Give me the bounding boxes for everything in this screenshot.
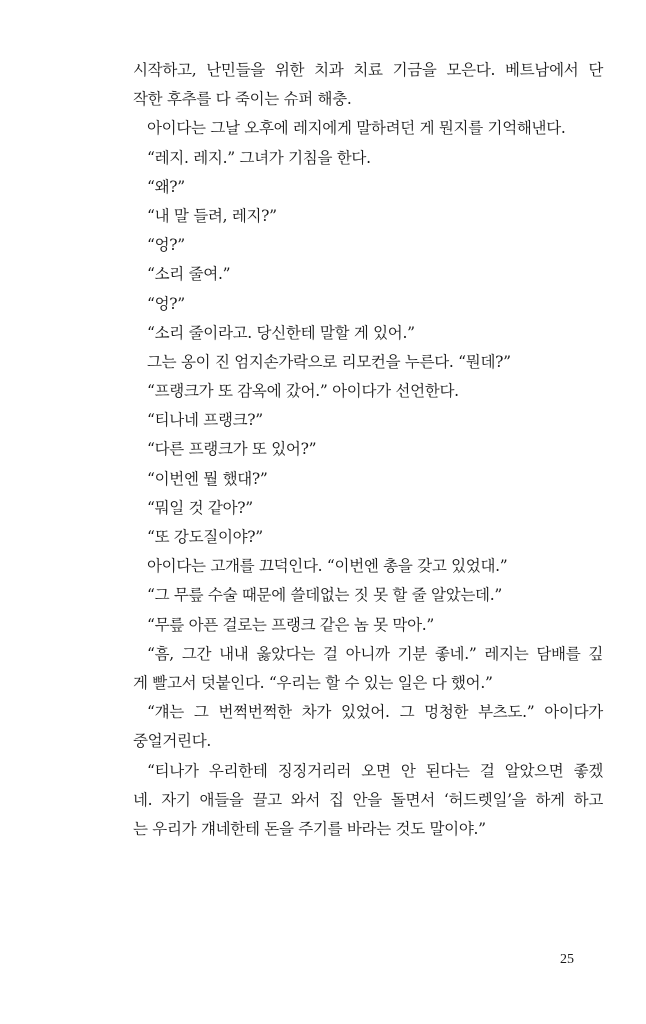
text-line-19: “그 무릎 수술 때문에 쓸데없는 짓 못 할 줄 알았는데.” xyxy=(147,586,502,605)
text-line-1: 시작하고, 난민들을 위한 치과 치료 기금을 모은다. 베트남에서 단 xyxy=(133,61,603,79)
text-line-27: 는 우리가 걔네한테 돈을 주기를 바라는 것도 말이야.” xyxy=(133,819,486,838)
text-line-18: 아이다는 고개를 끄덕인다. “이번엔 총을 갖고 있었대.” xyxy=(147,557,508,576)
text-line-26: 네. 자기 애들을 끌고 와서 집 안을 돌면서 ‘허드렛일’을 하게 하고 xyxy=(133,790,603,809)
text-line-9: “엉?” xyxy=(147,294,185,313)
text-line-12: “프랭크가 또 감옥에 갔어.” 아이다가 선언한다. xyxy=(147,382,459,401)
text-line-14: “다른 프랭크가 또 있어?” xyxy=(147,440,317,459)
text-line-10: “소리 줄이라고. 당신한테 말할 게 있어.” xyxy=(147,323,415,342)
text-line-6: “내 말 들려, 레지?” xyxy=(147,206,277,225)
page-number: 25 xyxy=(560,952,574,967)
text-line-7: “엉?” xyxy=(147,236,185,255)
text-line-24: 중얼거린다. xyxy=(133,732,211,751)
text-line-25: “티나가 우리한테 징징거리러 오면 안 된다는 걸 알았으면 좋겠 xyxy=(147,761,603,780)
text-line-20: “무릎 아픈 걸로는 프랭크 같은 놈 못 막아.” xyxy=(147,615,435,634)
text-line-16: “뭐일 것 같아?” xyxy=(147,498,253,517)
text-line-21: “흠, 그간 내내 옳았다는 걸 아니까 기분 좋네.” 레지는 담배를 깊 xyxy=(147,644,603,663)
text-line-17: “또 강도질이야?” xyxy=(147,528,263,546)
body-text xyxy=(133,56,603,844)
text-line-13: “티나네 프랭크?” xyxy=(147,411,263,430)
text-line-11: 그는 옹이 진 엄지손가락으로 리모컨을 누른다. “뭔데?” xyxy=(147,352,511,371)
text-line-8: “소리 줄여.” xyxy=(147,265,231,284)
text-line-5: “왜?” xyxy=(147,177,185,196)
text-line-23: “걔는 그 번쩍번쩍한 차가 있었어. 그 멍청한 부츠도.” 아이다가 xyxy=(147,703,603,722)
text-line-2: 작한 후추를 다 죽이는 슈퍼 해충. xyxy=(133,90,352,109)
text-line-22: 게 빨고서 덧붙인다. “우리는 할 수 있는 일은 다 했어.” xyxy=(133,673,493,692)
text-line-4: “레지. 레지.” 그녀가 기침을 한다. xyxy=(147,148,371,167)
text-line-3: 아이다는 그날 오후에 레지에게 말하려던 게 뭔지를 기억해낸다. xyxy=(147,119,566,138)
text-line-15: “이번엔 뭘 했대?” xyxy=(147,469,268,488)
